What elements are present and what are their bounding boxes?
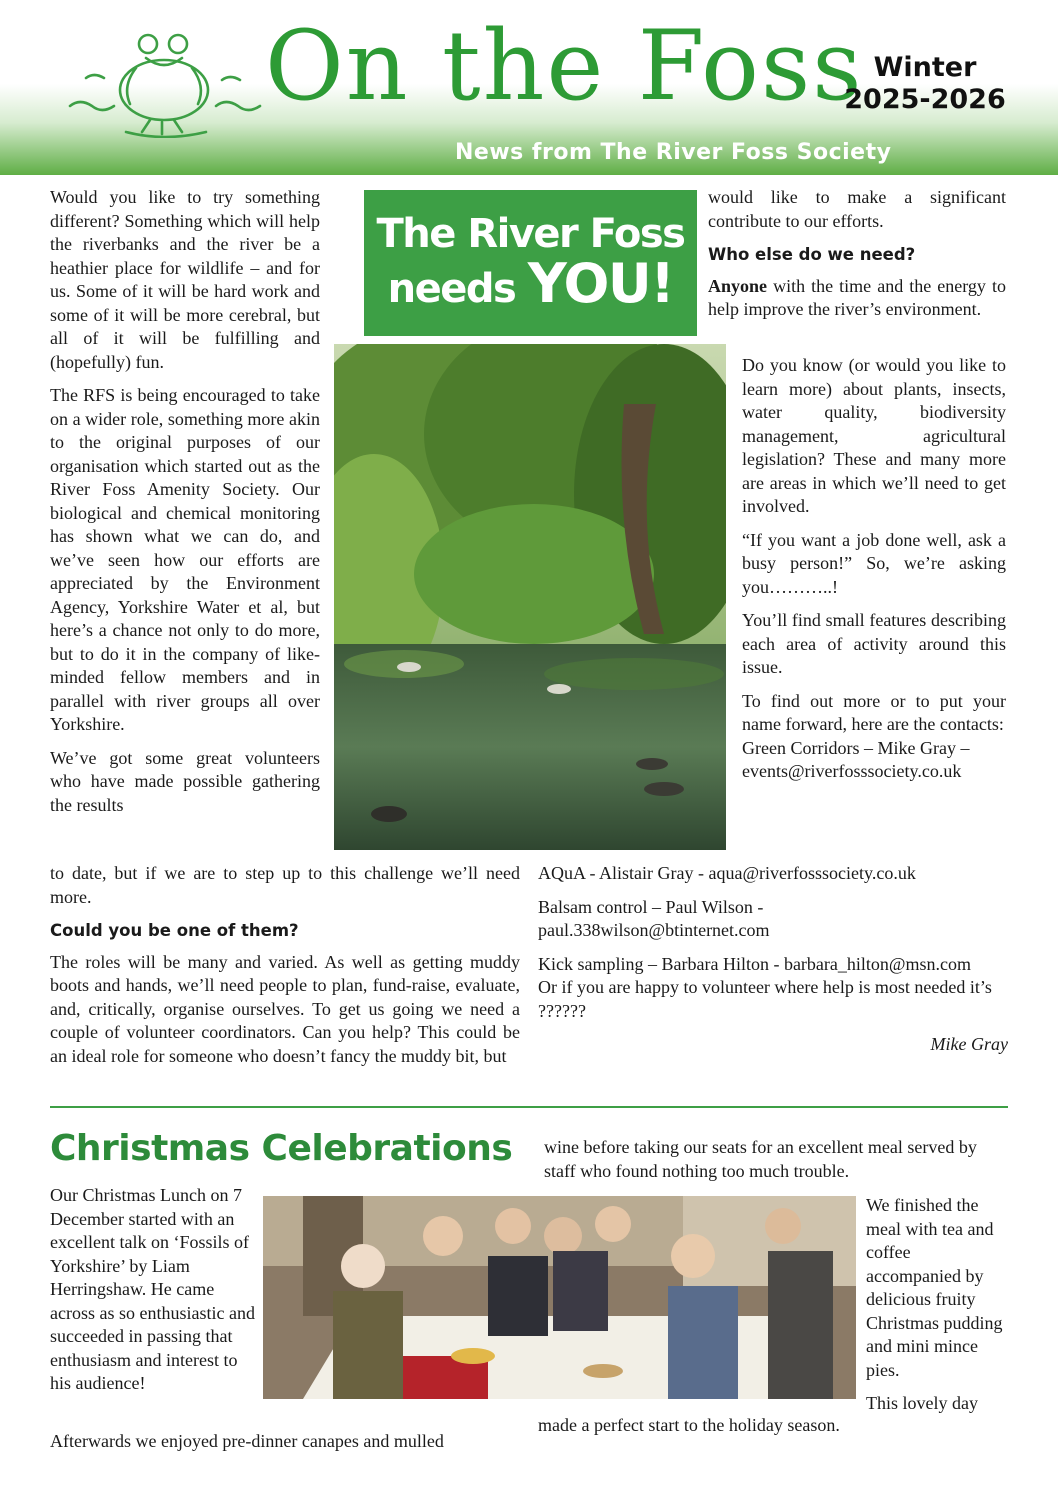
edition-label [820, 52, 1030, 116]
feature-lower-left [50, 862, 520, 1078]
feature-headline-you: YOU! [527, 252, 674, 315]
feature-left-column [50, 186, 320, 827]
feature-paragraph-2: The RFS is being encouraged to take on a wider role, something more akin to the original purposes of our organisation which started out as the River Foss Amenity Society. Our biological and chemical monitoring has shown what we can do, and we’ve seen how our efforts are appreciated by the Environment Agency, Yorkshire Water et al, but here’s a chance not only to do more, but to do it in the company of like-minded fellow members and in parallel with river groups all over Yorkshire. [50, 385, 320, 734]
feature-paragraph-4: The roles will be many and varied. As well as getting muddy boots and hands, we’ll need people to plan, fund-raise, evaluate, and, critically, organise ourselves. To get us going we need a couple of volunteer coordinators. Can you help? This could be an ideal role for someone who doesn’t fancy the muddy bit, but [50, 951, 520, 1066]
feature-right-column-top [708, 186, 1006, 332]
contact-balsam: Balsam control – Paul Wilson - paul.338wilson@btinternet.com [538, 896, 770, 940]
feature-right-paragraph-1 [708, 275, 1006, 322]
feature-headline-needs: needs [387, 266, 528, 312]
christmas-top-right: wine before taking our seats for an excellent meal served by staff who found nothing too much trouble. [544, 1137, 977, 1181]
christmas-right-2: This lovely day [866, 1393, 978, 1413]
feature-right-paragraph-3: “If you want a job done well, ask a busy person!” So, we’re asking you………..! [742, 529, 1006, 597]
christmas-bottom-left: Afterwards we enjoyed pre-dinner canapes and mulled [50, 1431, 444, 1451]
feature-headline-line1: The River Foss [376, 211, 685, 257]
feature-headline-box [364, 190, 697, 336]
anyone-bold: Anyone [708, 275, 768, 296]
river-photo [334, 344, 726, 850]
signature: Mike Gray [930, 1034, 1008, 1054]
contact-aqua: AQuA - Alistair Gray - aqua@riverfosssociety.co.uk [538, 863, 916, 883]
christmas-left: Our Christmas Lunch on 7 December started with an excellent talk on ‘Fossils of Yorkshire’ by Liam Herringshaw. He came across as so enthusiastic and succeeded in passing that enthusiasm and interest to his audience! [50, 1185, 255, 1393]
who-else-heading: Who else do we need? [708, 245, 916, 264]
feature-paragraph-3: We’ve got some great volunteers who have made possible gathering the results [50, 747, 320, 815]
christmas-lunch-photo [263, 1196, 856, 1399]
could-you-heading: Could you be one of them? [50, 921, 299, 940]
edition-years: 2025-2026 [844, 83, 1006, 115]
anyone-text: with the time and the energy to help improve the river’s environment. [708, 275, 1006, 319]
masthead-title: On the Foss [265, 10, 864, 122]
contact-kick-sampling: Kick sampling – Barbara Hilton - barbara_hilton@msn.com [538, 953, 971, 974]
christmas-bottom-right: made a perfect start to the holiday season. [538, 1415, 840, 1435]
masthead-subtitle: News from The River Foss Society [455, 140, 892, 165]
edition-season: Winter [873, 52, 977, 83]
feature-right-paragraph-2: Do you know (or would you like to learn more) about plants, insects, water quality, biodiversity management, agricultural legislation? These and many more are areas in which we’ll need to get involved. [742, 355, 1006, 516]
section-divider [50, 1106, 1008, 1108]
feature-right-column [742, 354, 1006, 794]
feature-right-paragraph-0: would like to make a significant contribute to our efforts. [708, 187, 1006, 231]
frog-logo-icon [66, 28, 266, 138]
feature-right-paragraph-5: To find out more or to put your name forward, here are the contacts: [742, 690, 1006, 734]
christmas-right: We finished the meal with tea and coffee accompanied by delicious fruity Christmas pudding and mini mince pies. [866, 1195, 1003, 1380]
christmas-heading: Christmas Celebrations [50, 1128, 513, 1169]
volunteer-where-needed: Or if you are happy to volunteer where help is most needed it’s ?????? [538, 977, 992, 1021]
feature-paragraph-1: Would you like to try something different? Something which will help the riverbanks and the river be a heathier place for wildlife – and for us. Some of it will be hard work and some of it will be more cerebral, but all of it will be fulfilling and (hopefully) fun. [50, 187, 320, 372]
feature-right-paragraph-4: You’ll find small features describing each area of activity around this issue. [742, 610, 1006, 677]
contacts-list [538, 862, 1008, 1057]
feature-paragraph-3-cont: to date, but if we are to step up to this challenge we’ll need more. [50, 863, 520, 907]
feature-headline-line2 [364, 252, 697, 315]
contact-green-corridors: Green Corridors – Mike Gray – events@riverfosssociety.co.uk [742, 737, 970, 781]
